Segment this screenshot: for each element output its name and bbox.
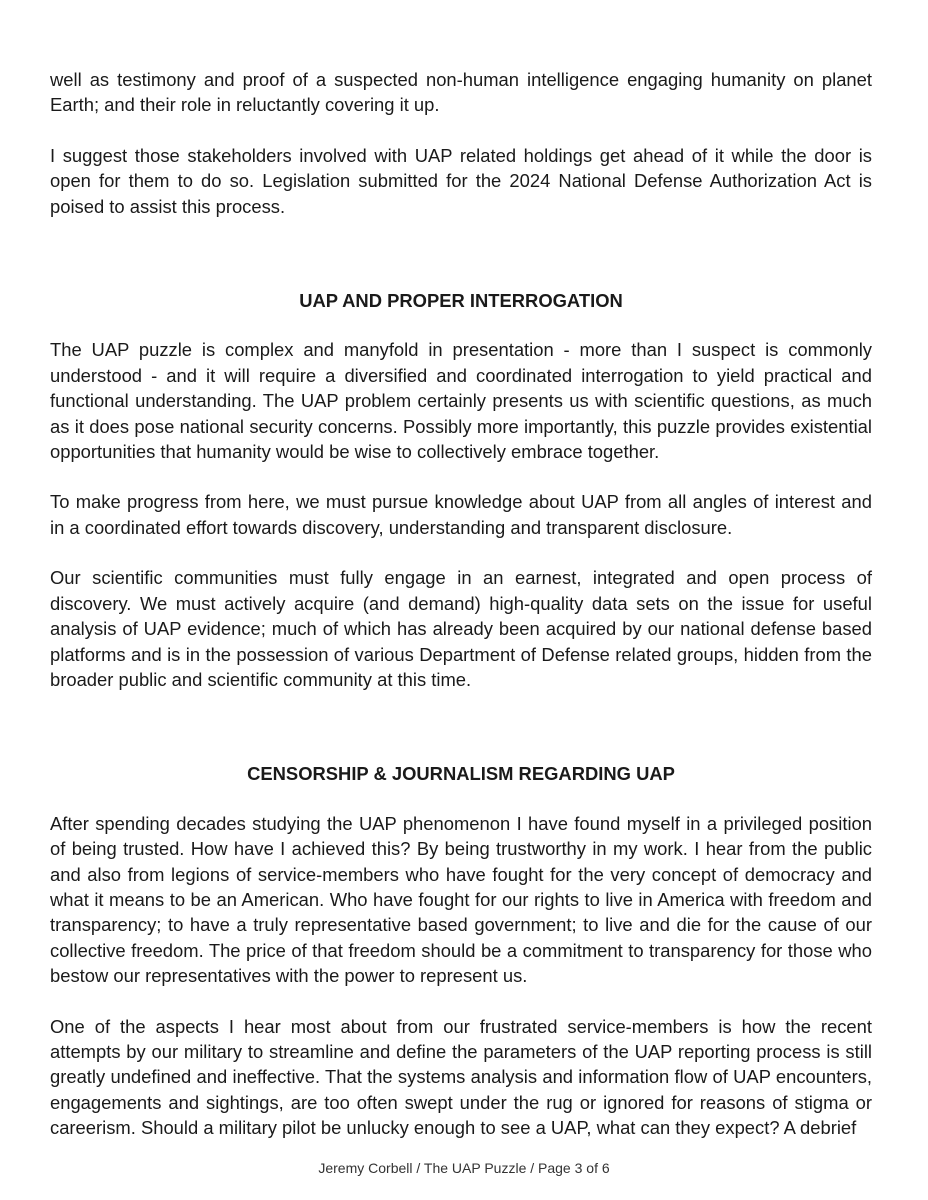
paragraph-intro-1: well as testimony and proof of a suspected non-human intelligence engaging humanity on planet Earth; and their role in reluctantly covering it up.: [50, 69, 872, 116]
paragraph-censorship-2: One of the aspects I hear most about from our frustrated service-members is how the recent attempts by our military to streamline and define the parameters of the UAP reporting process is still greatly undefined and ineffective. That the systems analysis and information flow of UAP encounters, engagements and sightings, are too often swept under the rug or ignored for reasons of stigma or careerism. Should a military pilot be unlucky enough to see a UAP, what can they expect? A debrief: [50, 1015, 872, 1139]
section-heading-censorship: CENSORSHIP & JOURNALISM REGARDING UAP: [247, 763, 675, 785]
paragraph-interrogation-3: Our scientific communities must fully engage in an earnest, integrated and open process of discovery. We must actively acquire (and demand) high-quality data sets on the issue for useful analysis of UAP evidence; much of which has already been acquired by our national defense based platforms and is in the possession of various Department of Defense related groups, hidden from the broader public and scientific community at this time.: [50, 567, 872, 690]
page-footer: Jeremy Corbell / The UAP Puzzle / Page 3 of 6: [318, 1160, 610, 1176]
heading-spacer: [50, 787, 872, 811]
section-spacer: [50, 717, 872, 761]
paragraph-interrogation-2: To make progress from here, we must pursue knowledge about UAP from all angles of interest and in a coordinated effort towards discovery, understanding and transparent disclosure.: [50, 491, 872, 538]
section-heading-interrogation: UAP AND PROPER INTERROGATION: [299, 290, 623, 312]
document-page: [50, 67, 872, 1166]
paragraph-intro-2: I suggest those stakeholders involved with UAP related holdings get ahead of it while the door is open for them to do so. Legislation submitted for the 2024 National Defense Authorization Act is poised to assist this process.: [50, 144, 872, 217]
heading-spacer: [50, 313, 872, 337]
section-spacer: [50, 244, 872, 288]
paragraph-interrogation-1: The UAP puzzle is complex and manyfold in presentation - more than I suspect is commonly understood - and it will require a diversified and coordinated interrogation to yield practical and functional understanding. The UAP problem certainly presents us with scientific questions, as much as it does pose national security concerns. Possibly more importantly, this puzzle provides existential opportunities that humanity would be wise to collectively embrace together.: [50, 339, 872, 463]
paragraph-censorship-1: After spending decades studying the UAP phenomenon I have found myself in a privileged position of being trusted. How have I achieved this? By being trustworthy in my work. I hear from the public and also from legions of service-members who have fought for the very concept of democracy and what it means to be an American. Who have fought for our rights to live in America with freedom and transparency; to have a truly representative based government; to live and die for the cause of our collective freedom. The price of that freedom should be a commitment to transparency for those who bestow our representatives with the power to represent us.: [50, 812, 872, 987]
